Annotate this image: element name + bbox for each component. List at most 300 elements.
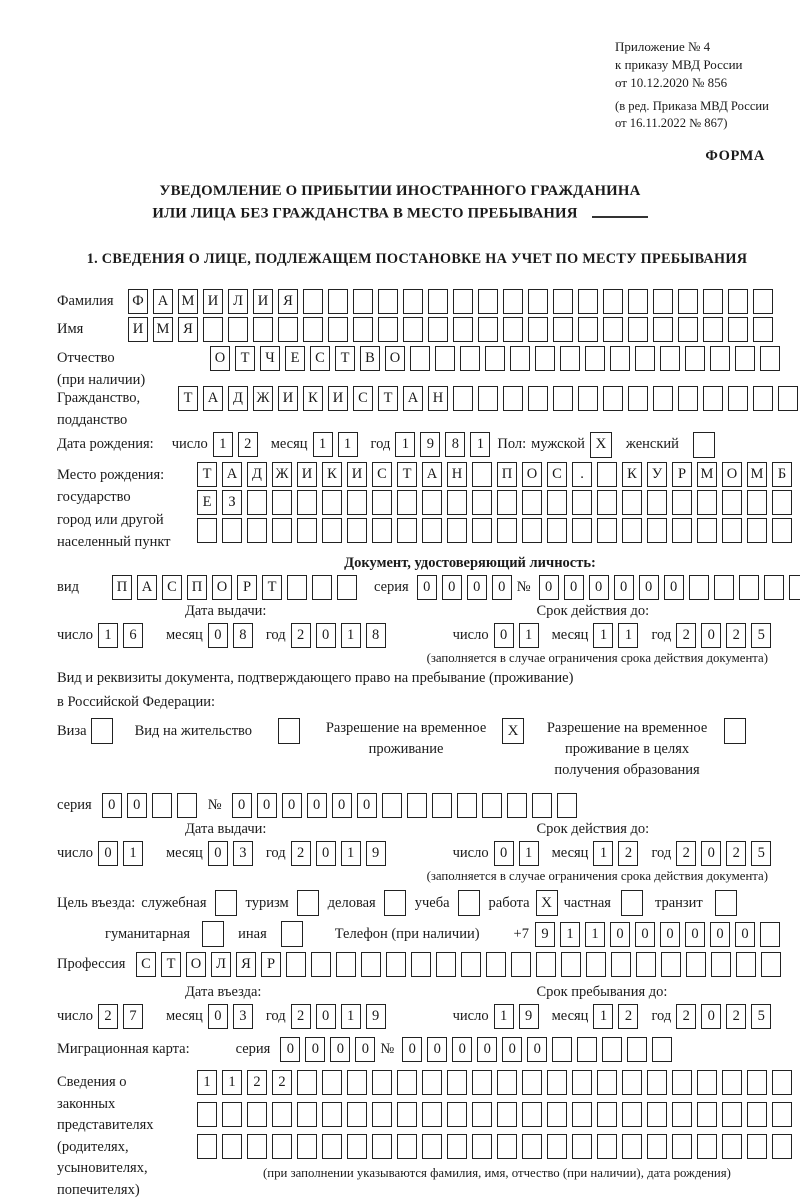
char-cell[interactable] — [303, 317, 323, 342]
char-cell[interactable]: 5 — [751, 1004, 771, 1029]
char-cell[interactable] — [152, 793, 172, 818]
char-cell[interactable] — [272, 1134, 292, 1159]
char-cell[interactable] — [747, 1102, 767, 1127]
char-cell[interactable] — [647, 490, 667, 515]
char-cell[interactable] — [422, 1070, 442, 1095]
char-cell[interactable]: В — [360, 346, 380, 371]
char-cell[interactable] — [703, 317, 723, 342]
char-cell[interactable] — [472, 518, 492, 543]
char-cell[interactable]: С — [310, 346, 330, 371]
char-cell[interactable] — [647, 1102, 667, 1127]
char-cell[interactable] — [372, 518, 392, 543]
char-cell[interactable] — [528, 386, 548, 411]
char-cell[interactable] — [322, 1134, 342, 1159]
char-cell[interactable]: 0 — [477, 1037, 497, 1062]
char-cell[interactable]: М — [697, 462, 717, 487]
char-cell[interactable] — [635, 346, 655, 371]
char-cell[interactable] — [303, 289, 323, 314]
char-cell[interactable]: 0 — [564, 575, 584, 600]
char-cell[interactable]: 0 — [610, 922, 630, 947]
char-cell[interactable]: Я — [236, 952, 256, 977]
char-cell[interactable] — [337, 575, 357, 600]
char-cell[interactable] — [772, 1134, 792, 1159]
char-cell[interactable] — [753, 386, 773, 411]
char-cell[interactable] — [247, 1134, 267, 1159]
char-cell[interactable]: 0 — [710, 922, 730, 947]
char-cell[interactable] — [678, 317, 698, 342]
char-cell[interactable] — [286, 952, 306, 977]
char-cell[interactable]: 0 — [307, 793, 327, 818]
char-cell[interactable] — [472, 1134, 492, 1159]
char-cell[interactable]: 0 — [208, 1004, 228, 1029]
char-cell[interactable]: С — [162, 575, 182, 600]
char-cell[interactable]: 1 — [341, 623, 361, 648]
sex-female-checkbox[interactable] — [693, 432, 715, 458]
char-cell[interactable] — [472, 490, 492, 515]
char-cell[interactable] — [553, 317, 573, 342]
char-cell[interactable]: Т — [235, 346, 255, 371]
char-cell[interactable] — [547, 490, 567, 515]
char-cell[interactable] — [678, 289, 698, 314]
char-cell[interactable]: 1 — [222, 1070, 242, 1095]
char-cell[interactable]: 0 — [330, 1037, 350, 1062]
char-cell[interactable] — [653, 386, 673, 411]
char-cell[interactable]: 0 — [282, 793, 302, 818]
char-cell[interactable] — [536, 952, 556, 977]
char-cell[interactable] — [728, 317, 748, 342]
char-cell[interactable] — [560, 346, 580, 371]
char-cell[interactable] — [735, 346, 755, 371]
char-cell[interactable]: 2 — [247, 1070, 267, 1095]
char-cell[interactable]: Ф — [128, 289, 148, 314]
char-cell[interactable] — [278, 317, 298, 342]
char-cell[interactable] — [722, 1070, 742, 1095]
char-cell[interactable] — [597, 1102, 617, 1127]
char-cell[interactable] — [572, 1102, 592, 1127]
char-cell[interactable] — [478, 386, 498, 411]
char-cell[interactable] — [353, 317, 373, 342]
char-cell[interactable]: 0 — [614, 575, 634, 600]
char-cell[interactable] — [528, 317, 548, 342]
char-cell[interactable] — [628, 317, 648, 342]
char-cell[interactable] — [447, 490, 467, 515]
char-cell[interactable]: Ж — [272, 462, 292, 487]
char-cell[interactable] — [403, 289, 423, 314]
char-cell[interactable] — [603, 317, 623, 342]
char-cell[interactable]: 1 — [593, 841, 613, 866]
char-cell[interactable] — [297, 1102, 317, 1127]
char-cell[interactable] — [728, 289, 748, 314]
char-cell[interactable] — [764, 575, 784, 600]
char-cell[interactable]: О — [385, 346, 405, 371]
char-cell[interactable] — [557, 793, 577, 818]
sex-male-checkbox[interactable]: X — [590, 432, 612, 458]
char-cell[interactable]: 1 — [470, 432, 490, 457]
char-cell[interactable] — [435, 346, 455, 371]
char-cell[interactable]: И — [278, 386, 298, 411]
char-cell[interactable]: А — [403, 386, 423, 411]
char-cell[interactable]: 0 — [539, 575, 559, 600]
char-cell[interactable]: 1 — [395, 432, 415, 457]
char-cell[interactable] — [597, 1134, 617, 1159]
char-cell[interactable]: П — [497, 462, 517, 487]
char-cell[interactable]: 9 — [535, 922, 555, 947]
char-cell[interactable]: 0 — [502, 1037, 522, 1062]
char-cell[interactable] — [311, 952, 331, 977]
char-cell[interactable]: О — [212, 575, 232, 600]
char-cell[interactable]: 0 — [257, 793, 277, 818]
char-cell[interactable] — [428, 289, 448, 314]
char-cell[interactable] — [403, 317, 423, 342]
char-cell[interactable] — [622, 1070, 642, 1095]
char-cell[interactable] — [247, 1102, 267, 1127]
char-cell[interactable] — [532, 793, 552, 818]
char-cell[interactable] — [372, 490, 392, 515]
char-cell[interactable] — [428, 317, 448, 342]
char-cell[interactable]: 2 — [676, 623, 696, 648]
char-cell[interactable] — [222, 1134, 242, 1159]
char-cell[interactable] — [397, 490, 417, 515]
char-cell[interactable]: Д — [228, 386, 248, 411]
char-cell[interactable] — [553, 386, 573, 411]
char-cell[interactable] — [622, 1102, 642, 1127]
char-cell[interactable]: 1 — [213, 432, 233, 457]
char-cell[interactable] — [372, 1102, 392, 1127]
char-cell[interactable] — [522, 1134, 542, 1159]
char-cell[interactable] — [672, 518, 692, 543]
char-cell[interactable] — [422, 490, 442, 515]
char-cell[interactable]: 9 — [420, 432, 440, 457]
char-cell[interactable] — [703, 289, 723, 314]
char-cell[interactable] — [653, 289, 673, 314]
char-cell[interactable] — [611, 952, 631, 977]
char-cell[interactable]: С — [372, 462, 392, 487]
char-cell[interactable] — [397, 1134, 417, 1159]
char-cell[interactable]: 0 — [208, 841, 228, 866]
char-cell[interactable] — [197, 1134, 217, 1159]
char-cell[interactable]: 0 — [305, 1037, 325, 1062]
char-cell[interactable]: Ч — [260, 346, 280, 371]
char-cell[interactable]: Я — [178, 317, 198, 342]
char-cell[interactable] — [272, 518, 292, 543]
char-cell[interactable] — [528, 289, 548, 314]
char-cell[interactable] — [697, 490, 717, 515]
char-cell[interactable] — [410, 346, 430, 371]
char-cell[interactable] — [511, 952, 531, 977]
char-cell[interactable] — [789, 575, 800, 600]
char-cell[interactable] — [522, 1102, 542, 1127]
char-cell[interactable] — [328, 289, 348, 314]
purpose-humanitarian-checkbox[interactable] — [202, 921, 224, 947]
char-cell[interactable] — [736, 952, 756, 977]
char-cell[interactable]: 0 — [402, 1037, 422, 1062]
char-cell[interactable] — [760, 922, 780, 947]
char-cell[interactable]: 2 — [238, 432, 258, 457]
char-cell[interactable]: 0 — [357, 793, 377, 818]
char-cell[interactable]: Т — [161, 952, 181, 977]
char-cell[interactable]: П — [187, 575, 207, 600]
residence-permit-checkbox[interactable] — [278, 718, 300, 744]
char-cell[interactable] — [753, 317, 773, 342]
char-cell[interactable] — [497, 1102, 517, 1127]
char-cell[interactable] — [572, 518, 592, 543]
purpose-private-checkbox[interactable] — [621, 890, 643, 916]
char-cell[interactable]: Т — [335, 346, 355, 371]
char-cell[interactable] — [597, 1070, 617, 1095]
char-cell[interactable] — [247, 490, 267, 515]
visa-checkbox[interactable] — [91, 718, 113, 744]
char-cell[interactable]: З — [222, 490, 242, 515]
char-cell[interactable]: 0 — [467, 575, 487, 600]
char-cell[interactable]: 0 — [639, 575, 659, 600]
char-cell[interactable]: Т — [378, 386, 398, 411]
char-cell[interactable] — [287, 575, 307, 600]
char-cell[interactable] — [686, 952, 706, 977]
char-cell[interactable]: 0 — [660, 922, 680, 947]
char-cell[interactable] — [710, 346, 730, 371]
char-cell[interactable] — [497, 1070, 517, 1095]
temp-permit-checkbox[interactable]: X — [502, 718, 524, 744]
char-cell[interactable]: Е — [285, 346, 305, 371]
char-cell[interactable]: 0 — [589, 575, 609, 600]
char-cell[interactable]: А — [203, 386, 223, 411]
char-cell[interactable] — [602, 1037, 622, 1062]
char-cell[interactable] — [685, 346, 705, 371]
char-cell[interactable]: 0 — [102, 793, 122, 818]
purpose-official-checkbox[interactable] — [215, 890, 237, 916]
char-cell[interactable] — [503, 289, 523, 314]
char-cell[interactable] — [272, 1102, 292, 1127]
char-cell[interactable]: 1 — [593, 623, 613, 648]
purpose-work-checkbox[interactable]: X — [536, 890, 558, 916]
purpose-transit-checkbox[interactable] — [715, 890, 737, 916]
char-cell[interactable] — [610, 346, 630, 371]
char-cell[interactable] — [272, 490, 292, 515]
char-cell[interactable] — [297, 518, 317, 543]
char-cell[interactable]: С — [353, 386, 373, 411]
purpose-other-checkbox[interactable] — [281, 921, 303, 947]
char-cell[interactable] — [577, 1037, 597, 1062]
char-cell[interactable] — [689, 575, 709, 600]
char-cell[interactable]: 0 — [701, 623, 721, 648]
char-cell[interactable]: Р — [237, 575, 257, 600]
char-cell[interactable] — [397, 518, 417, 543]
char-cell[interactable] — [627, 1037, 647, 1062]
char-cell[interactable]: . — [572, 462, 592, 487]
char-cell[interactable] — [722, 1102, 742, 1127]
purpose-business-checkbox[interactable] — [384, 890, 406, 916]
char-cell[interactable] — [753, 289, 773, 314]
char-cell[interactable] — [507, 793, 527, 818]
char-cell[interactable] — [522, 490, 542, 515]
char-cell[interactable] — [597, 518, 617, 543]
char-cell[interactable] — [328, 317, 348, 342]
char-cell[interactable]: 3 — [233, 1004, 253, 1029]
char-cell[interactable] — [397, 1102, 417, 1127]
char-cell[interactable] — [372, 1134, 392, 1159]
char-cell[interactable]: К — [622, 462, 642, 487]
char-cell[interactable]: И — [203, 289, 223, 314]
char-cell[interactable] — [660, 346, 680, 371]
char-cell[interactable] — [228, 317, 248, 342]
char-cell[interactable]: А — [153, 289, 173, 314]
char-cell[interactable] — [407, 793, 427, 818]
char-cell[interactable] — [572, 1070, 592, 1095]
char-cell[interactable] — [747, 490, 767, 515]
char-cell[interactable] — [578, 317, 598, 342]
purpose-study-checkbox[interactable] — [458, 890, 480, 916]
char-cell[interactable]: 9 — [366, 1004, 386, 1029]
char-cell[interactable]: 1 — [341, 841, 361, 866]
char-cell[interactable]: 5 — [751, 841, 771, 866]
char-cell[interactable]: 0 — [635, 922, 655, 947]
char-cell[interactable] — [197, 518, 217, 543]
char-cell[interactable] — [336, 952, 356, 977]
char-cell[interactable]: 0 — [208, 623, 228, 648]
char-cell[interactable] — [697, 1102, 717, 1127]
char-cell[interactable]: 2 — [272, 1070, 292, 1095]
char-cell[interactable] — [478, 289, 498, 314]
char-cell[interactable]: Н — [428, 386, 448, 411]
char-cell[interactable] — [586, 952, 606, 977]
char-cell[interactable]: Н — [447, 462, 467, 487]
char-cell[interactable] — [552, 1037, 572, 1062]
char-cell[interactable] — [647, 518, 667, 543]
char-cell[interactable]: 0 — [280, 1037, 300, 1062]
char-cell[interactable] — [603, 289, 623, 314]
char-cell[interactable]: Ж — [253, 386, 273, 411]
char-cell[interactable] — [578, 289, 598, 314]
char-cell[interactable]: 0 — [316, 1004, 336, 1029]
char-cell[interactable] — [203, 317, 223, 342]
char-cell[interactable] — [447, 1102, 467, 1127]
char-cell[interactable] — [322, 1070, 342, 1095]
char-cell[interactable] — [436, 952, 456, 977]
char-cell[interactable]: 6 — [123, 623, 143, 648]
char-cell[interactable]: 8 — [445, 432, 465, 457]
char-cell[interactable] — [297, 490, 317, 515]
char-cell[interactable] — [628, 386, 648, 411]
char-cell[interactable]: 1 — [494, 1004, 514, 1029]
char-cell[interactable]: И — [253, 289, 273, 314]
char-cell[interactable]: А — [137, 575, 157, 600]
char-cell[interactable] — [297, 1134, 317, 1159]
char-cell[interactable] — [361, 952, 381, 977]
char-cell[interactable] — [461, 952, 481, 977]
char-cell[interactable] — [222, 518, 242, 543]
char-cell[interactable]: Т — [262, 575, 282, 600]
char-cell[interactable] — [322, 518, 342, 543]
char-cell[interactable] — [722, 490, 742, 515]
char-cell[interactable]: 1 — [197, 1070, 217, 1095]
char-cell[interactable]: М — [178, 289, 198, 314]
char-cell[interactable] — [778, 386, 798, 411]
char-cell[interactable]: О — [522, 462, 542, 487]
char-cell[interactable] — [422, 1102, 442, 1127]
char-cell[interactable]: 0 — [316, 623, 336, 648]
char-cell[interactable] — [772, 490, 792, 515]
char-cell[interactable] — [497, 518, 517, 543]
char-cell[interactable]: 0 — [332, 793, 352, 818]
char-cell[interactable] — [647, 1070, 667, 1095]
char-cell[interactable] — [510, 346, 530, 371]
char-cell[interactable] — [432, 793, 452, 818]
char-cell[interactable] — [653, 317, 673, 342]
char-cell[interactable]: 2 — [726, 841, 746, 866]
char-cell[interactable] — [722, 1134, 742, 1159]
char-cell[interactable]: 2 — [291, 1004, 311, 1029]
char-cell[interactable] — [347, 1102, 367, 1127]
char-cell[interactable] — [422, 1134, 442, 1159]
char-cell[interactable] — [760, 346, 780, 371]
char-cell[interactable]: 7 — [123, 1004, 143, 1029]
char-cell[interactable]: С — [547, 462, 567, 487]
char-cell[interactable] — [472, 1070, 492, 1095]
char-cell[interactable] — [177, 793, 197, 818]
char-cell[interactable] — [222, 1102, 242, 1127]
char-cell[interactable] — [603, 386, 623, 411]
char-cell[interactable]: О — [722, 462, 742, 487]
char-cell[interactable] — [503, 386, 523, 411]
edu-permit-checkbox[interactable] — [724, 718, 746, 744]
char-cell[interactable]: 1 — [519, 841, 539, 866]
char-cell[interactable]: 0 — [355, 1037, 375, 1062]
char-cell[interactable]: 2 — [291, 841, 311, 866]
char-cell[interactable] — [622, 1134, 642, 1159]
char-cell[interactable] — [460, 346, 480, 371]
char-cell[interactable]: Е — [197, 490, 217, 515]
char-cell[interactable]: Т — [178, 386, 198, 411]
char-cell[interactable] — [535, 346, 555, 371]
char-cell[interactable]: И — [347, 462, 367, 487]
char-cell[interactable]: 2 — [676, 1004, 696, 1029]
char-cell[interactable] — [386, 952, 406, 977]
char-cell[interactable] — [711, 952, 731, 977]
char-cell[interactable] — [728, 386, 748, 411]
char-cell[interactable] — [453, 386, 473, 411]
purpose-tourism-checkbox[interactable] — [297, 890, 319, 916]
char-cell[interactable] — [622, 490, 642, 515]
char-cell[interactable] — [647, 1134, 667, 1159]
char-cell[interactable]: Б — [772, 462, 792, 487]
char-cell[interactable]: И — [297, 462, 317, 487]
char-cell[interactable]: 5 — [751, 623, 771, 648]
char-cell[interactable] — [497, 1134, 517, 1159]
char-cell[interactable] — [772, 518, 792, 543]
char-cell[interactable] — [382, 793, 402, 818]
char-cell[interactable] — [597, 490, 617, 515]
char-cell[interactable] — [503, 317, 523, 342]
char-cell[interactable]: 0 — [527, 1037, 547, 1062]
char-cell[interactable]: Л — [228, 289, 248, 314]
char-cell[interactable] — [453, 317, 473, 342]
char-cell[interactable]: С — [136, 952, 156, 977]
char-cell[interactable] — [547, 1102, 567, 1127]
char-cell[interactable]: 1 — [560, 922, 580, 947]
char-cell[interactable]: 1 — [123, 841, 143, 866]
char-cell[interactable]: 0 — [442, 575, 462, 600]
char-cell[interactable] — [457, 793, 477, 818]
char-cell[interactable] — [253, 317, 273, 342]
char-cell[interactable]: И — [328, 386, 348, 411]
char-cell[interactable] — [772, 1102, 792, 1127]
char-cell[interactable]: К — [303, 386, 323, 411]
char-cell[interactable] — [761, 952, 781, 977]
char-cell[interactable]: 2 — [291, 623, 311, 648]
char-cell[interactable]: 0 — [685, 922, 705, 947]
char-cell[interactable]: Р — [672, 462, 692, 487]
char-cell[interactable] — [553, 289, 573, 314]
